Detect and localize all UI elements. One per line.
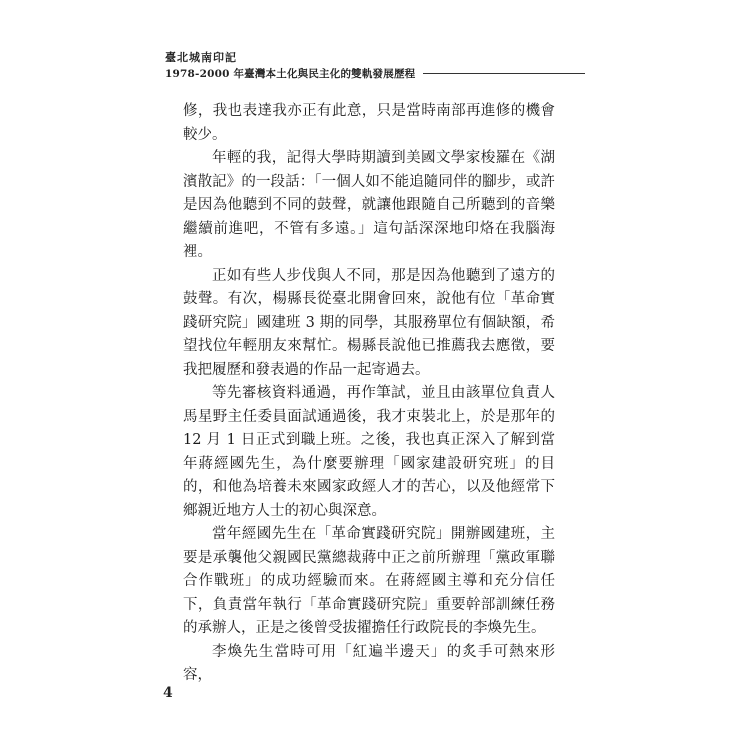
paragraph: 修，我也表達我亦正有此意，只是當時南部再進修的機會較少。 [183,103,555,143]
header-subtitle-row [165,66,585,80]
paragraph: 李煥先生當時可用「紅遍半邊天」的炙手可熱來形容， [183,643,555,683]
page-number: 4 [163,685,173,701]
book-title: 臺北城南印記 [165,51,237,64]
body-text [183,100,555,688]
paragraph: 正如有些人步伐與人不同，那是因為他聽到了遠方的鼓聲。有次，楊縣長從臺北開會回來，說他有位「革命實踐研究院」國建班 3 期的同學，其服務單位有個缺額，希望找位年輕朋友來幫忙。楊縣長說他已推薦我去應徵，要我把履歷和發表過的作品一起寄過去。 [183,267,555,378]
book-subtitle: 1978-2000 年臺灣本土化與民主化的雙軌發展歷程 [165,67,416,80]
header-rule [423,73,585,74]
paragraph: 年輕的我，記得大學時期讀到美國文學家梭羅在《湖濱散記》的一段話：「一個人如不能追隨同伴的腳步，或許是因為他聽到不同的鼓聲，就讓他跟隨自己所聽到的音樂繼續前進吧，不管有多遠。」這句話深深地印烙在我腦海裡。 [183,150,555,260]
paragraph: 當年經國先生在「革命實踐研究院」開辦國建班，主要是承襲他父親國民黨總裁蔣中正之前所辦理「黨政軍聯合作戰班」的成功經驗而來。在蔣經國主導和充分信任下，負責當年執行「革命實踐研究院」重要幹部訓練任務的承辦人，正是之後曾受拔擢擔任行政院長的李煥先生。 [183,526,555,636]
paragraph: 等先審核資料通過，再作筆試，並且由該單位負責人馬星野主任委員面試通過後，我才束裝北上，於是那年的 12 月 1 日正式到職上班。之後，我也真正深入了解到當年蔣經國先生，為什麼要辦理「國家建設研究班」的目的，和他為培養未來國家政經人才的苦心，以及他經常下鄉親近地方人士的初心與深意。 [183,385,555,519]
